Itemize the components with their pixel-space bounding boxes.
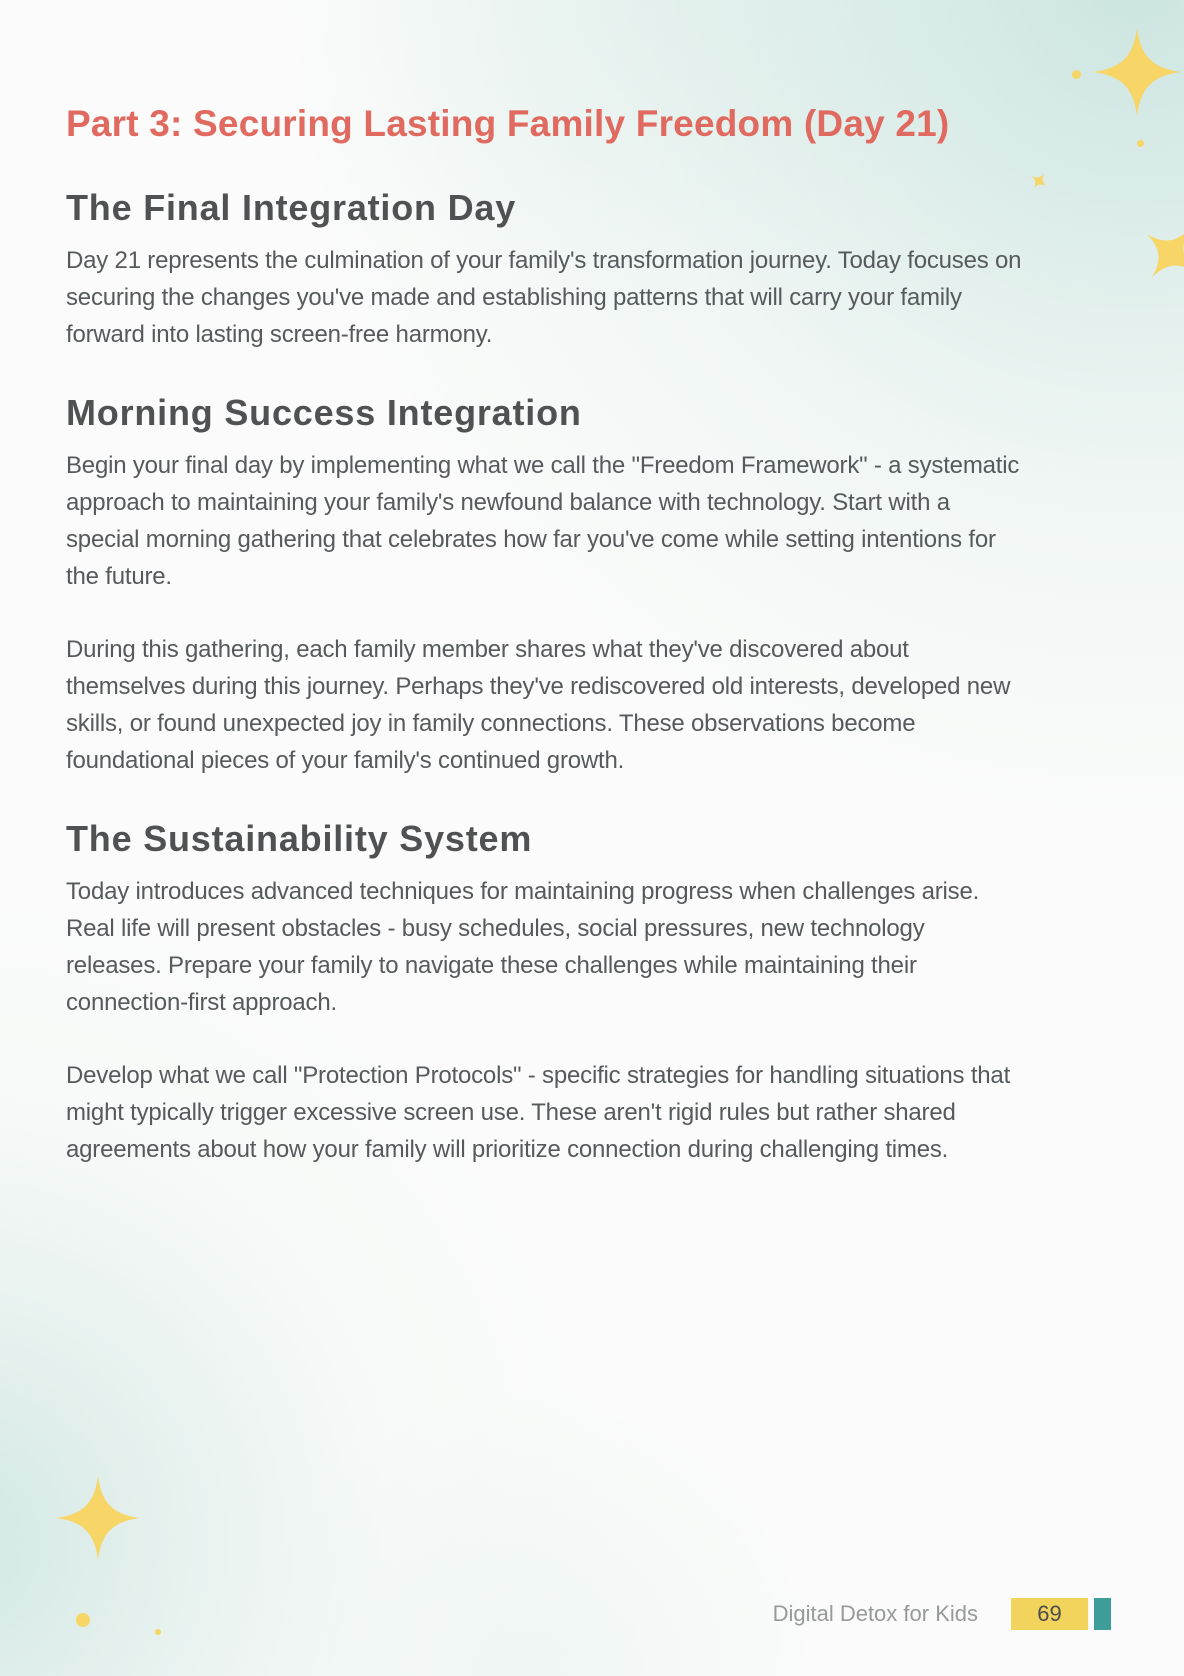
paragraph: Today introduces advanced techniques for maintaining progress when challenges arise. Real life will present obstacles - busy schedules, social pressures, new technology releases. Prepare your family to navigate these challenges while maintaining their connection-first approach. xyxy=(66,878,980,1016)
sparkle-dot-icon xyxy=(1072,70,1081,79)
sparkle-icon xyxy=(1127,209,1184,296)
section-heading-final-integration-day: The Final Integration Day xyxy=(66,187,517,228)
sparkle-icon xyxy=(56,1476,140,1560)
page-number-badge: 69 xyxy=(1011,1598,1088,1630)
paragraph: During this gathering, each family member shares what they've discovered about themselves during this journey. Perhaps they've rediscovered old interests, developed new skills, or found unexpected joy in family connections. These observations become foundational pieces of your family's continued growth. xyxy=(66,636,1011,774)
page-content xyxy=(66,0,1024,1168)
footer-accent-bar xyxy=(1094,1598,1111,1630)
sparkle-dot-icon xyxy=(155,1629,161,1635)
section-heading-sustainability-system: The Sustainability System xyxy=(66,818,533,859)
book-title: Digital Detox for Kids xyxy=(772,1601,978,1626)
paragraph: Begin your final day by implementing what we call the "Freedom Framework" - a systematic approach to maintaining your family's newfound balance with technology. Start with a special morning gathering that celebrates how far you've come while setting intentions for the future. xyxy=(66,452,1020,590)
part-heading: Part 3: Securing Lasting Family Freedom (Day 21) xyxy=(66,103,950,144)
sparkle-dot-icon xyxy=(76,1613,90,1627)
sparkle-shape xyxy=(1093,28,1181,116)
sparkle-dot-icon xyxy=(1137,140,1144,147)
section-heading-morning-success-integration: Morning Success Integration xyxy=(66,392,582,433)
paragraph: Day 21 represents the culmination of your family's transformation journey. Today focuses on securing the changes you've made and establishing patterns that will carry your family forward into lasting screen-free harmony. xyxy=(66,247,1022,348)
sparkle-icon xyxy=(1093,28,1181,116)
page-footer xyxy=(773,1598,1111,1630)
sparkle-icon xyxy=(1026,168,1051,193)
paragraph: Develop what we call "Protection Protocols" - specific strategies for handling situations that might typically trigger excessive screen use. These aren't rigid rules but rather shared agreements about how your family will prioritize connection during challenging times. xyxy=(66,1062,1011,1163)
